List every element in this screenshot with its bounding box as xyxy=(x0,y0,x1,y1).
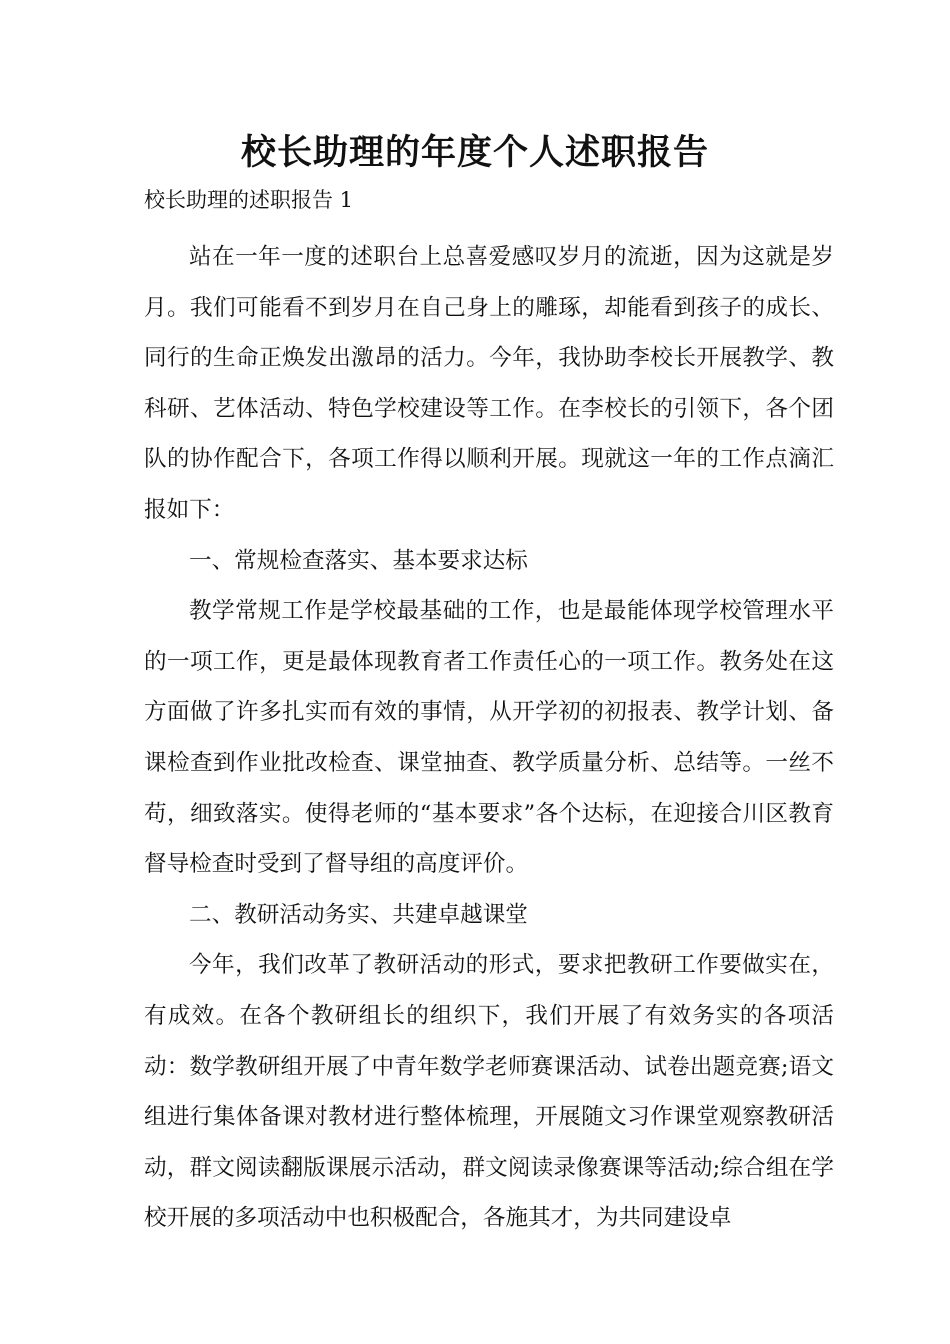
document-subtitle: 校长助理的述职报告 1 xyxy=(144,188,354,212)
paragraph-section-1: 教学常规工作是学校最基础的工作，也是最能体现学校管理水平的一项工作，更是最体现教育者工作责任心的一项工作。教务处在这方面做了许多扎实而有效的事情，从开学初的初报表、教学计划、备课检查到作业批改检查、课堂抽查、教学质量分析、总结等。一丝不苟，细致落实。使得老师的“基本要求”各个达标，在迎接合川区教育督导检查时受到了督导组的高度评价。 xyxy=(144,598,834,878)
paragraph-section-2: 今年，我们改革了教研活动的形式，要求把教研工作要做实在，有成效。在各个教研组长的组织下，我们开展了有效务实的各项活动：数学教研组开展了中青年数学老师赛课活动、试卷出题竞赛;语文组进行集体备课对教材进行整体梳理，开展随文习作课堂观察教研活动，群文阅读翻版课展示活动，群文阅读录像赛课等活动;综合组在学校开展的多项活动中也积极配合，各施其才，为共同建设卓 xyxy=(144,952,834,1232)
section-heading-2: 二、教研活动务实、共建卓越课堂 xyxy=(189,901,528,928)
document-body xyxy=(144,232,834,1244)
section-heading-1: 一、常规检查落实、基本要求达标 xyxy=(189,547,528,574)
paragraph-intro: 站在一年一度的述职台上总喜爱感叹岁月的流逝，因为这就是岁月。我们可能看不到岁月在自己身上的雕琢，却能看到孩子的成长、同行的生命正焕发出激昂的活力。今年，我协助李校长开展教学、教科研、艺体活动、特色学校建设等工作。在李校长的引领下，各个团队的协作配合下，各项工作得以顺利开展。现就这一年的工作点滴汇报如下： xyxy=(144,244,834,523)
document-title: 校长助理的年度个人述职报告 xyxy=(240,133,709,173)
